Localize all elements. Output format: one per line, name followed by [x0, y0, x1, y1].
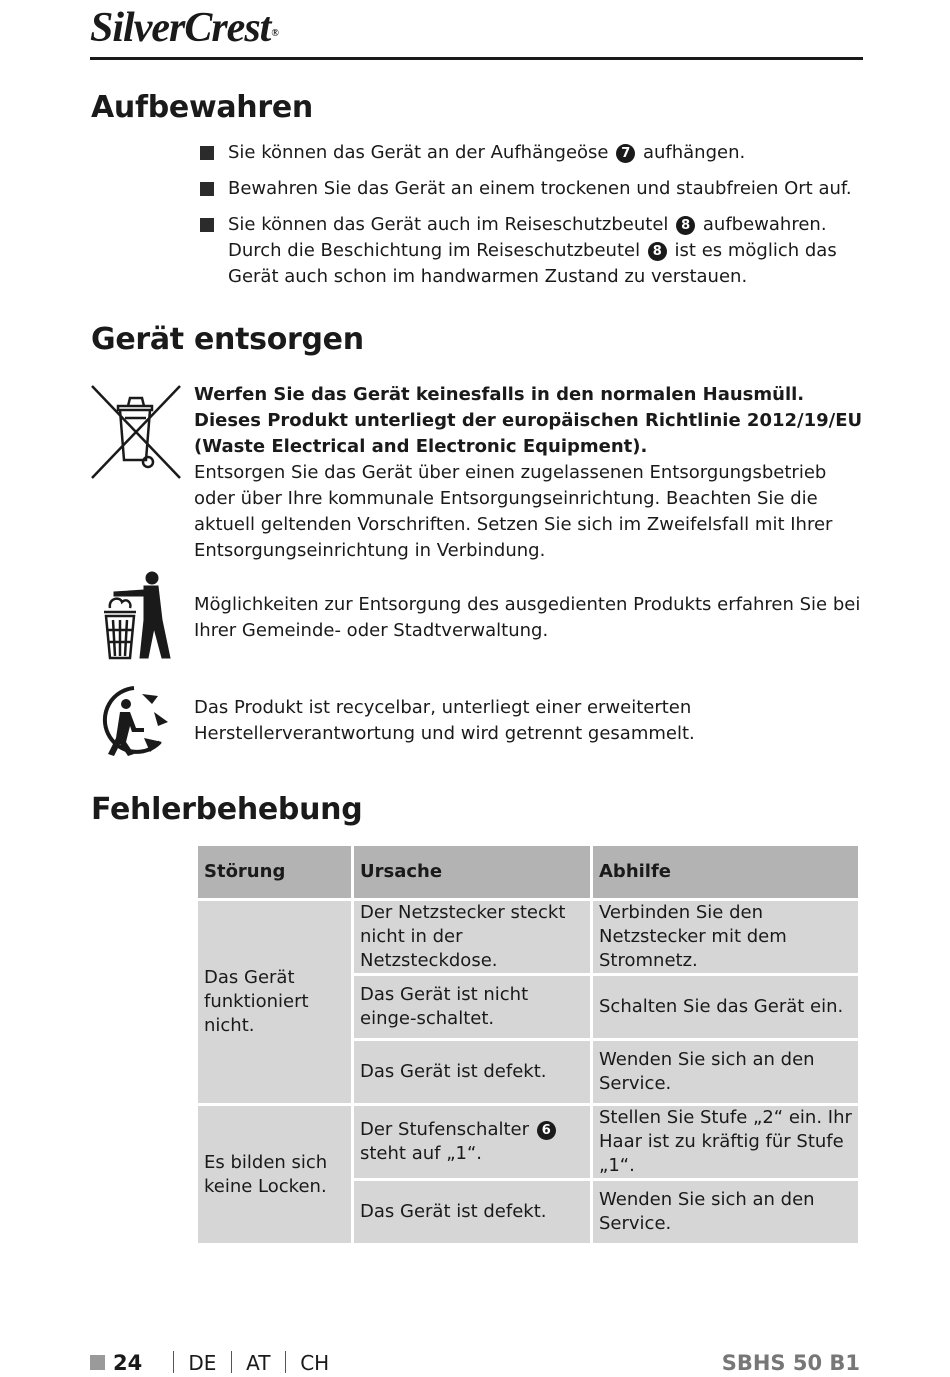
- cause-cell: Das Gerät ist defekt.: [353, 1180, 592, 1245]
- weee-notice: [194, 382, 864, 564]
- list-item: Bewahren Sie das Gerät an einem trockenen und staubfreien Ort auf.: [200, 176, 865, 202]
- triman-recycle-icon: [96, 682, 176, 758]
- remedy-cell: Wenden Sie sich an den Service.: [592, 1040, 860, 1105]
- remedy-cell: Verbinden Sie den Netzstecker mit dem Stromnetz.: [592, 900, 860, 975]
- header-rule: [90, 57, 863, 60]
- litter-bin-icon: [100, 570, 172, 660]
- table-row: [197, 1105, 860, 1180]
- troubleshooting-table: [195, 843, 861, 1246]
- divider: [231, 1351, 232, 1373]
- table-header-row: [197, 845, 860, 900]
- divider: [285, 1351, 286, 1373]
- remedy-cell: Wenden Sie sich an den Service.: [592, 1180, 860, 1245]
- section-title-disposal: Gerät entsorgen: [91, 322, 364, 357]
- section-title-storage: Aufbewahren: [91, 90, 313, 125]
- model-number: SBHS 50 B1: [721, 1351, 860, 1375]
- storage-list: [200, 140, 865, 300]
- cause-cell: Der Netzstecker steckt nicht in der Netzsteckdose.: [353, 900, 592, 975]
- cause-cell: Der Stufenschalter 6 steht auf „1“.: [353, 1105, 592, 1180]
- country-code: DE: [188, 1351, 217, 1375]
- remedy-cell: Schalten Sie das Gerät ein.: [592, 975, 860, 1040]
- weee-bold-text: Werfen Sie das Gerät keinesfalls in den normalen Hausmüll. Dieses Produkt unterliegt der europäischen Richtlinie 2012/19/EU (Waste Electrical and Electronic Equipment).: [194, 384, 863, 457]
- fault-cell: Das Gerät funktioniert nicht.: [197, 900, 353, 1105]
- country-code: AT: [246, 1351, 271, 1375]
- column-header-cause: Ursache: [353, 845, 592, 900]
- page-number: 24: [90, 1349, 142, 1377]
- square-bullet-icon: [200, 182, 214, 196]
- country-code: CH: [300, 1351, 330, 1375]
- list-item: Sie können das Gerät auch im Reiseschutzbeutel 8 aufbewahren. Durch die Beschichtung im Reiseschutzbeutel 8 ist es möglich das Gerät auch schon im handwarmen Zustand zu verstauen.: [200, 212, 865, 290]
- ref-number-badge: 7: [616, 144, 635, 163]
- square-bullet-icon: [200, 146, 214, 160]
- brand-logo: SilverCrest®: [90, 5, 278, 51]
- divider: [173, 1351, 174, 1373]
- remedy-cell: Stellen Sie Stufe „2“ ein. Ihr Haar ist zu kräftig für Stufe „1“.: [592, 1105, 860, 1180]
- fault-cell: Es bilden sich keine Locken.: [197, 1105, 353, 1245]
- table-row: [197, 900, 860, 975]
- crossed-bin-icon: [90, 384, 182, 480]
- country-codes: [165, 1349, 329, 1377]
- ref-number-badge: 6: [537, 1121, 556, 1140]
- ref-number-badge: 8: [676, 216, 695, 235]
- section-title-troubleshooting: Fehlerbehebung: [91, 792, 363, 827]
- square-bullet-icon: [200, 218, 214, 232]
- weee-body-text: Entsorgen Sie das Gerät über einen zugelassenen Entsorgungsbetrieb oder über Ihre kommunale Entsorgungseinrichtung. Beachten Sie die aktuell geltenden Vorschriften. Setzen Sie sich im Zweifelsfall mit Ihrer Entsorgungseinrichtung in Verbindung.: [194, 462, 833, 561]
- column-header-fault: Störung: [197, 845, 353, 900]
- cause-cell: Das Gerät ist nicht einge-schaltet.: [353, 975, 592, 1040]
- column-header-remedy: Abhilfe: [592, 845, 860, 900]
- bin-notice: Möglichkeiten zur Entsorgung des ausgedienten Produkts erfahren Sie bei Ihrer Gemeinde- oder Stadtverwaltung.: [194, 594, 861, 641]
- ref-number-badge: 8: [648, 242, 667, 261]
- recycle-notice: Das Produkt ist recycelbar, unterliegt einer erweiterten Herstellerverantwortung und wird getrennt gesammelt.: [194, 697, 695, 744]
- list-item: Sie können das Gerät an der Aufhängeöse 7 aufhängen.: [200, 140, 865, 166]
- square-marker-icon: [90, 1355, 105, 1370]
- cause-cell: Das Gerät ist defekt.: [353, 1040, 592, 1105]
